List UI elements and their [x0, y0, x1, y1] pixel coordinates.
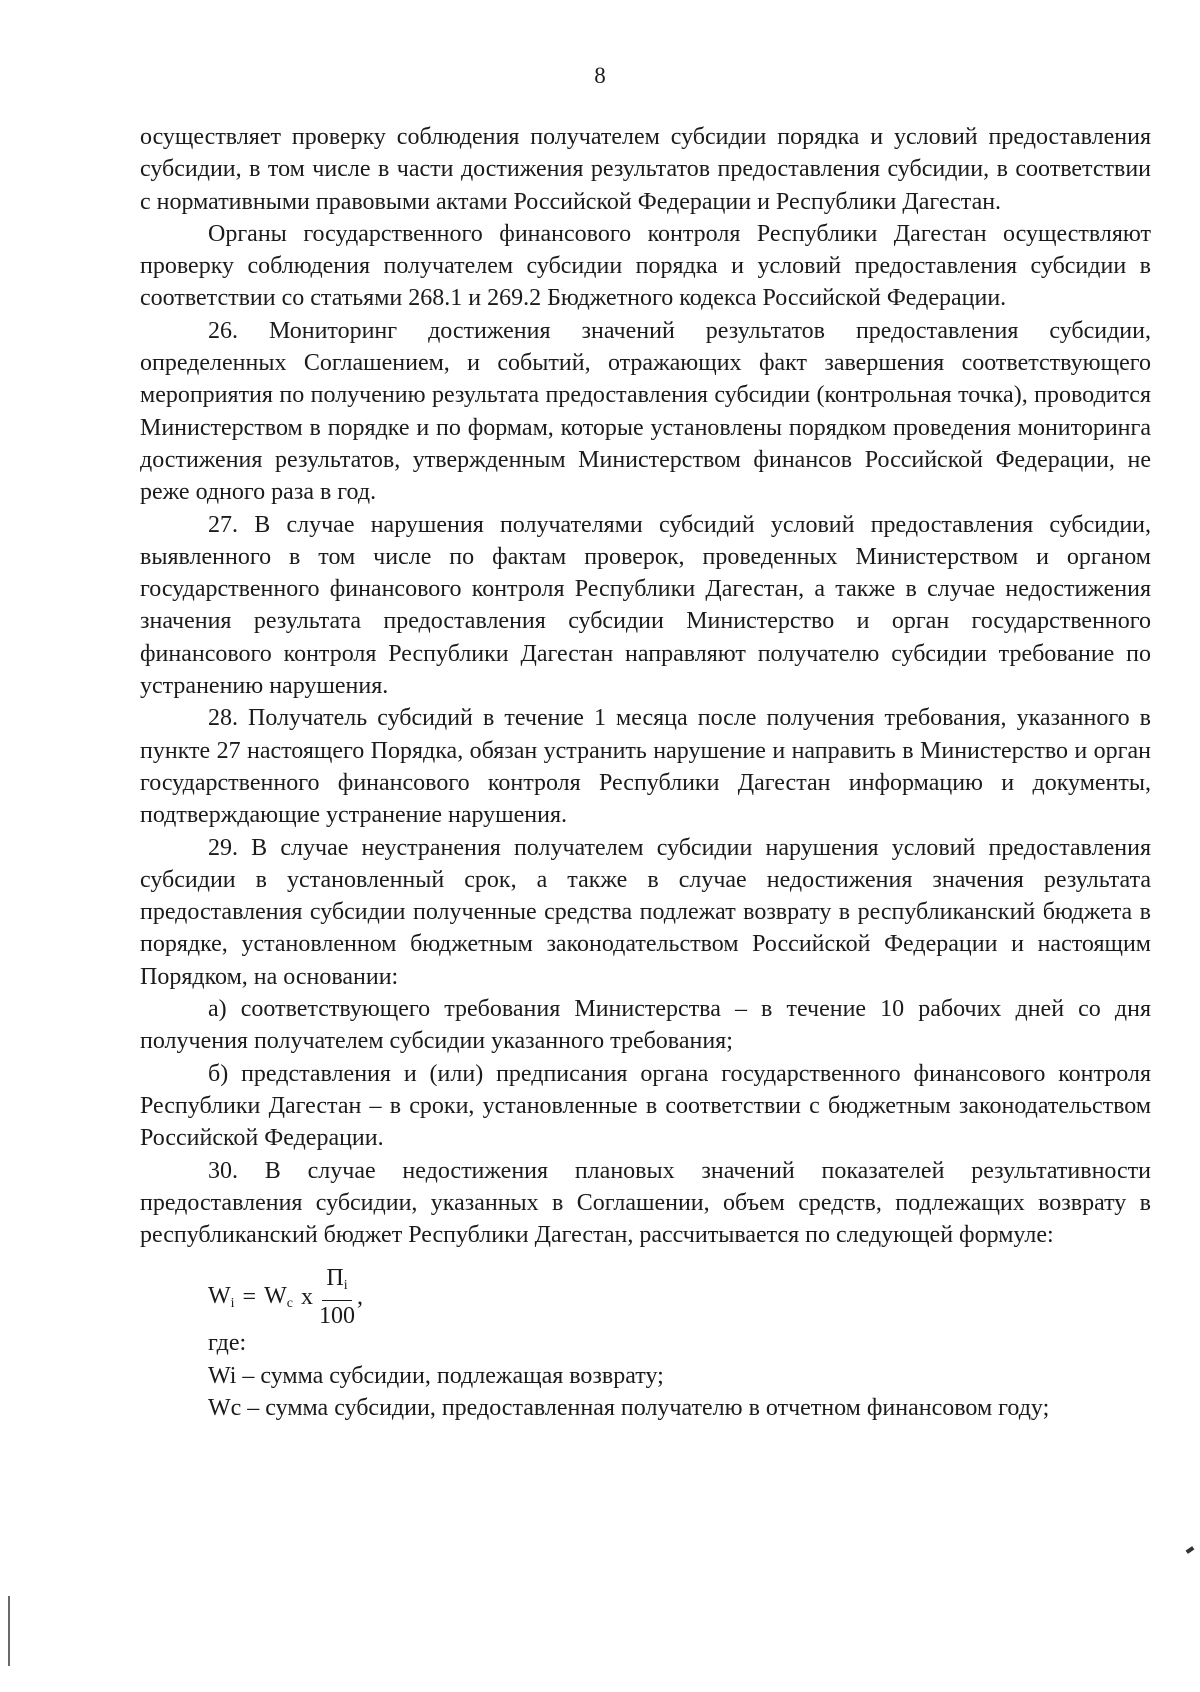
where-label: где:: [208, 1330, 247, 1357]
paragraph-27: 27. В случае нарушения получателями субсидий условий предоставления субсидии, выявленного в том числе по фактам проверок, проведенных Министерством и органом государственного финансового контроля Республики Дагестан, а также в случае недостижения значения результата предоставления субсидии Министерство и орган государственного финансового контроля Республики Дагестан направляют получателю субсидии требование по устранению нарушения.: [140, 511, 1151, 700]
formula-trailing: ,: [356, 1284, 363, 1311]
document-body: [140, 121, 1151, 1424]
paragraph-control-organs: Органы государственного финансового контроля Республики Дагестан осуществляют проверку соблюдения получателем субсидии порядка и условий предоставления субсидии в соответствии со статьями 268.1 и 269.2 Бюджетного кодекса Российской Федерации.: [140, 220, 1151, 312]
formula-equals: =: [242, 1284, 257, 1311]
definition-wc: Wc – сумма субсидии, предоставленная получателю в отчетном финансовом году;: [208, 1394, 1050, 1421]
scan-speck: [1186, 1546, 1195, 1554]
page-number: 8: [594, 63, 606, 88]
paragraph-29: 29. В случае неустранения получателем субсидии нарушения условий предоставления субсидии в установленный срок, а также в случае недостижения значения результата предоставления субсидии полученные средства подлежат возврату в республиканский бюджета в порядке, установленном бюджетным законодательством Российской Федерации и настоящим Порядком, на основании:: [140, 834, 1151, 990]
paragraph-26: 26. Мониторинг достижения значений результатов предоставления субсидии, определенных Соглашением, и событий, отражающих факт завершения соответствующего мероприятия по получению результата предоставления субсидии (контрольная точка), проводится Министерством в порядке и по формам, которые установлены порядком проведения мониторинга достижения результатов, утвержденным Министерством финансов Российской Федерации, не реже одного раза в год.: [140, 317, 1151, 506]
formula-rhs: $W_c$: [264, 1283, 293, 1312]
paragraph-continuation: осуществляет проверку соблюдения получателем субсидии порядка и условий предоставления субсидии, в том числе в части достижения результатов предоставления субсидии, в соответствии с нормативными правовыми актами Российской Федерации и Республики Дагестан.: [140, 124, 1151, 215]
formula-times: x: [300, 1284, 313, 1311]
paragraph-29-b: б) представления и (или) предписания органа государственного финансового контроля Республики Дагестан – в сроки, установленные в соответствии с бюджетным законодательством Российской Федерации.: [140, 1060, 1151, 1152]
paragraph-30: 30. В случае недостижения плановых значений показателей результативности предоставления субсидии, указанных в Соглашении, объем средств, подлежащих возврату в республиканский бюджет Республики Дагестан, рассчитывается по следующей формуле:: [140, 1157, 1151, 1249]
paragraph-28: 28. Получатель субсидий в течение 1 месяца после получения требования, указанного в пункте 27 настоящего Порядка, обязан устранить нарушение и направить в Министерство и орган государственного финансового контроля Республики Дагестан информацию и документы, подтверждающие устранение нарушения.: [140, 705, 1151, 829]
formula-fraction: [319, 1265, 355, 1330]
definition-wi: Wi – сумма субсидии, подлежащая возврату;: [208, 1362, 664, 1389]
refund-formula: [140, 1251, 1151, 1330]
formula-denominator: 100: [318, 1303, 355, 1330]
paragraph-29-a: а) соответствующего требования Министерства – в течение 10 рабочих дней со дня получения получателем субсидии указанного требования;: [140, 996, 1151, 1055]
scan-margin-mark: [8, 1596, 10, 1666]
formula-lhs: $W_i$: [208, 1283, 235, 1312]
formula-numerator: $П_i$: [322, 1265, 351, 1301]
